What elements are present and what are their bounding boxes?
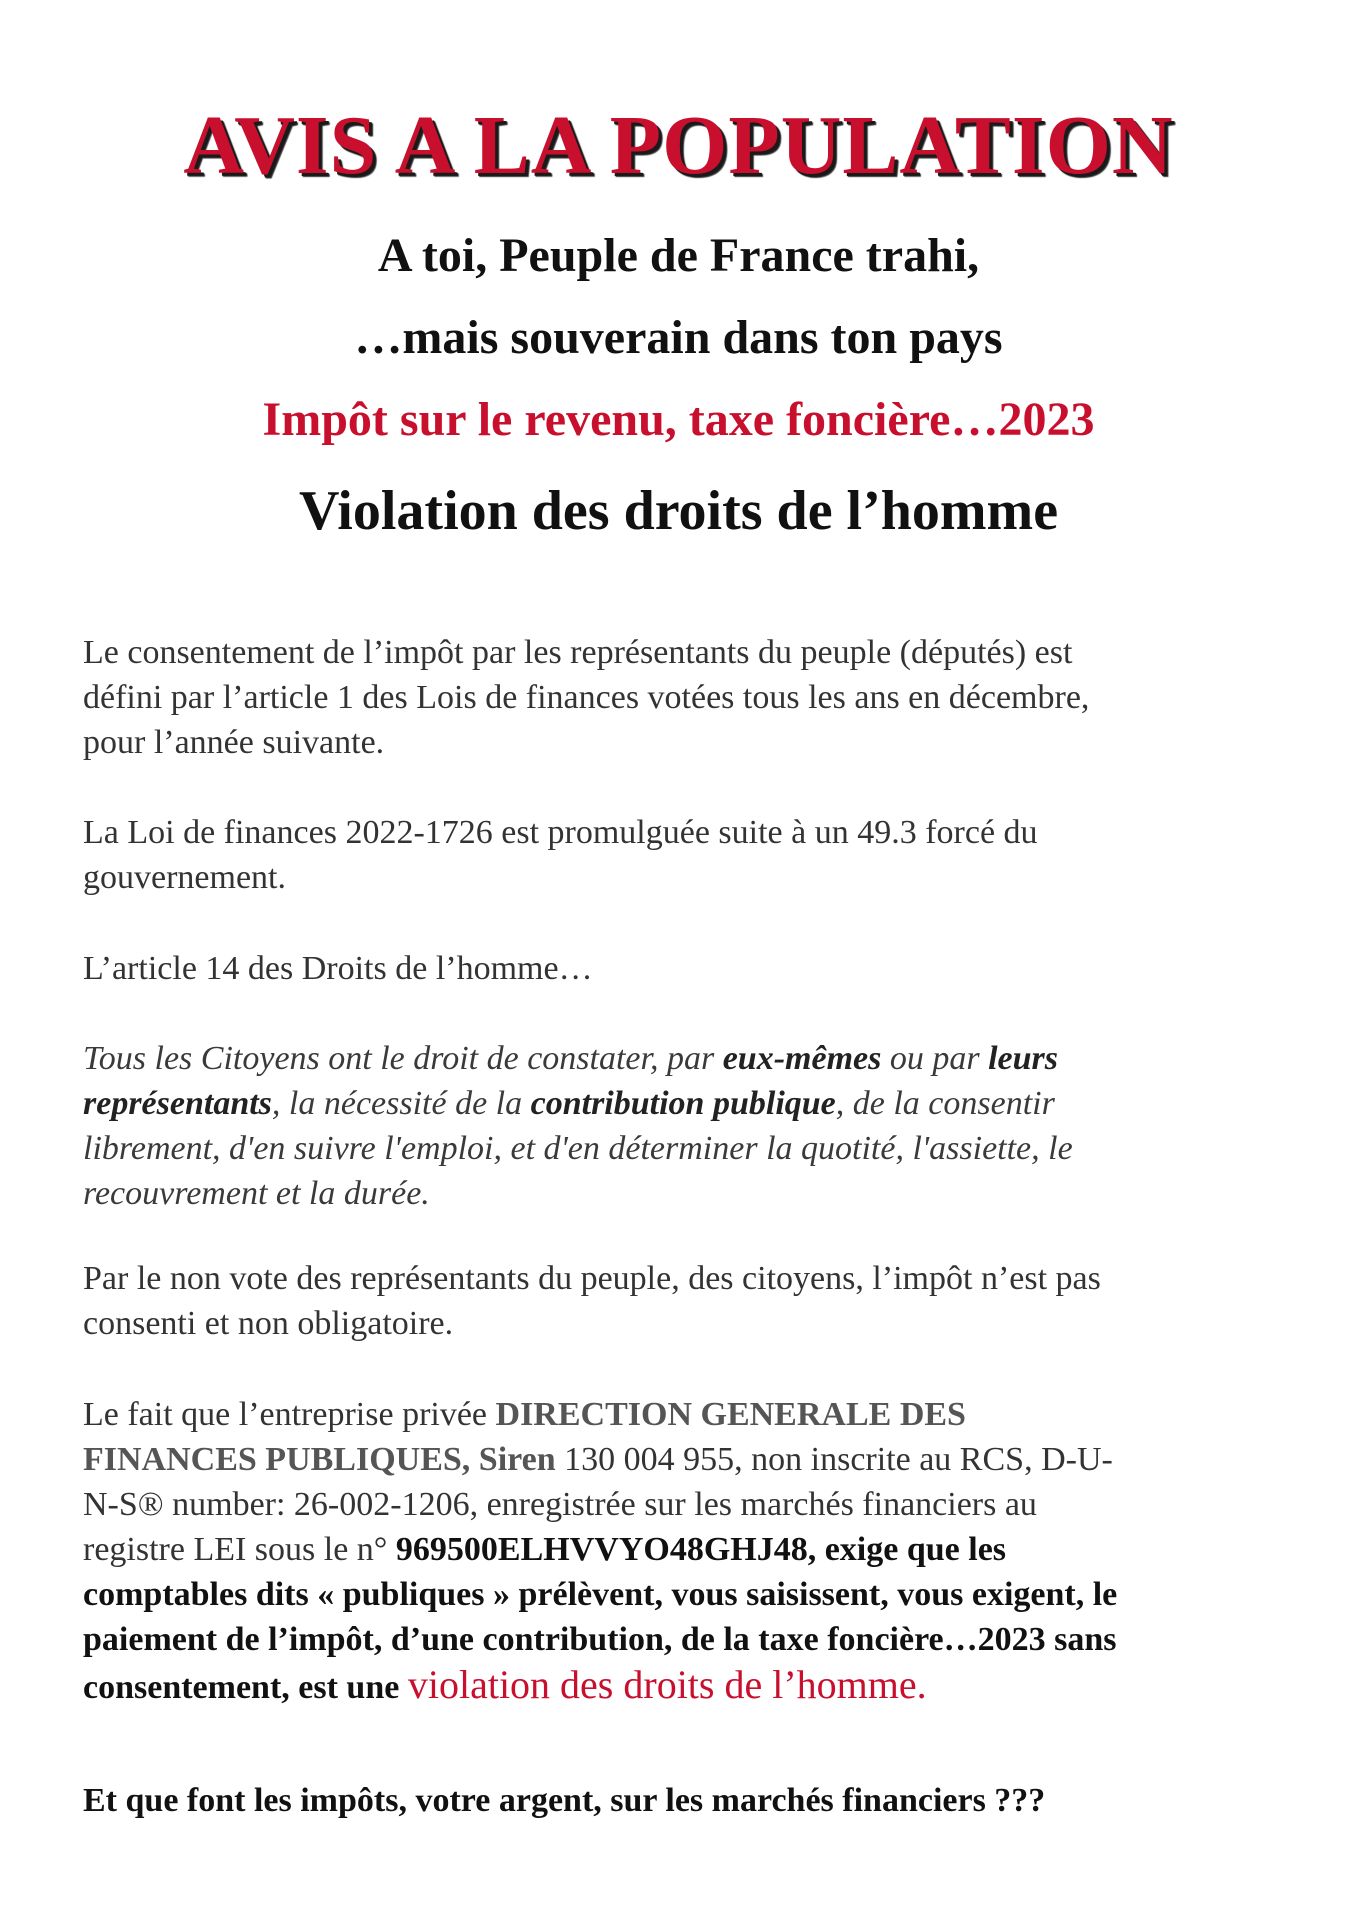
text-line: pour l’année suivante.: [83, 724, 385, 761]
text-line: librement, d'en suivre l'emploi, et d'en déterminer la quotité, l'assiette, le: [83, 1130, 1073, 1167]
text-line: consenti et non obligatoire.: [83, 1305, 454, 1342]
text-line: Le consentement de l’impôt par les représentants du peuple (députés) est: [83, 634, 1073, 671]
paragraph-consent: [83, 630, 1283, 765]
subtitle-taxes: Impôt sur le revenu, taxe foncière…2023: [262, 393, 1095, 446]
text-line: comptables dits « publiques » prélèvent, vous saisissent, vous exigent, le: [83, 1576, 1118, 1613]
quote-text: , de la consentir: [835, 1085, 1055, 1122]
text-emphasis: 969500ELHVVYO48GHJ48, exige que les: [395, 1531, 1007, 1568]
text-line: défini par l’article 1 des Lois de finances votées tous les ans en décembre,: [83, 679, 1090, 716]
text-line: [83, 1662, 1283, 1710]
paragraph-quote: [83, 1036, 1283, 1216]
paragraph-dgfip: [83, 1392, 1283, 1710]
text-line: [83, 1392, 1283, 1437]
text-line: [83, 1036, 1283, 1081]
paragraph-question: [83, 1778, 1283, 1823]
text-segment: registre LEI sous le n°: [83, 1531, 396, 1568]
subtitle-people: A toi, Peuple de France trahi,: [377, 229, 980, 282]
text-line: N-S® number: 26-002-1206, enregistrée sur les marchés financiers au: [83, 1486, 1037, 1523]
text-line: Et que font les impôts, votre argent, sur les marchés financiers ???: [83, 1782, 1046, 1819]
paragraph-article-14: [83, 946, 1283, 991]
text-emphasis: FINANCES PUBLIQUES, Siren: [83, 1441, 556, 1478]
quote-emphasis: leurs: [988, 1040, 1059, 1077]
headline-title: AVIS A LA POPULATION: [183, 99, 1174, 192]
subtitle-violation: Violation des droits de l’homme: [298, 480, 1059, 542]
text-line: [83, 1527, 1283, 1572]
quote-text: , la nécessité de la: [271, 1085, 531, 1122]
text-line: La Loi de finances 2022-1726 est promulguée suite à un 49.3 forcé du: [83, 814, 1038, 851]
text-red-emphasis: violation des droits de l’homme.: [407, 1662, 927, 1707]
paragraph-finance-law: [83, 810, 1283, 900]
text-line: [83, 1081, 1283, 1126]
quote-text: ou par: [881, 1040, 989, 1077]
quote-emphasis: contribution publique: [530, 1085, 836, 1122]
text-emphasis: consentement, est une: [83, 1669, 408, 1706]
text-emphasis: DIRECTION GENERALE DES: [495, 1396, 966, 1433]
text-line: Par le non vote des représentants du peuple, des citoyens, l’impôt n’est pas: [83, 1260, 1101, 1297]
paragraph-non-vote: [83, 1256, 1283, 1346]
text-segment: 130 004 955, non inscrite au RCS, D-U-: [555, 1441, 1113, 1478]
quote-emphasis: représentants: [83, 1085, 272, 1122]
quote-emphasis: eux-mêmes: [722, 1040, 882, 1077]
text-segment: Le fait que l’entreprise privée: [83, 1396, 496, 1433]
subtitle-sovereign: …mais souverain dans ton pays: [354, 311, 1003, 364]
text-line: [83, 1437, 1283, 1482]
quote-text: Tous les Citoyens ont le droit de constater, par: [83, 1040, 723, 1077]
text-line: paiement de l’impôt, d’une contribution, de la taxe foncière…2023 sans: [83, 1621, 1117, 1658]
text-line: recouvrement et la durée.: [83, 1175, 430, 1212]
text-line: gouvernement.: [83, 859, 286, 896]
text-line: L’article 14 des Droits de l’homme…: [83, 950, 593, 987]
